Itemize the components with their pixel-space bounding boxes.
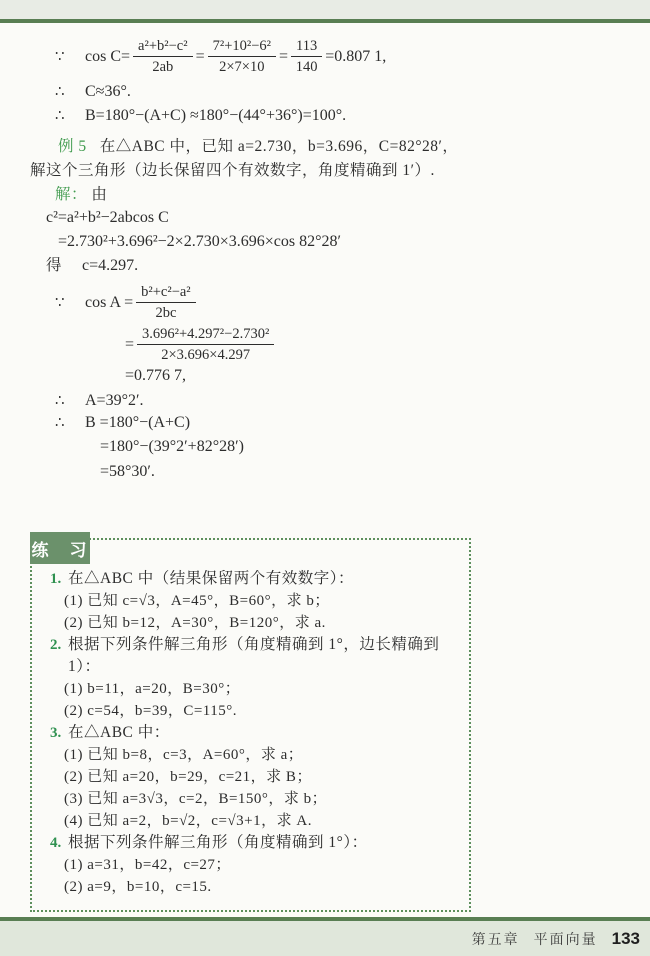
cosA-lead: cos A = [85,293,134,311]
exercise-item-2-sub-2: (2) c=54，b=39，C=115°. [64,703,237,719]
fraction-numerator: b²+c²−a² [136,283,196,303]
footer-section: 平面向量 [533,932,598,948]
exercise-item-4 [50,832,457,854]
solve-label: 解： [55,186,88,203]
cosC-result: =0.807 1, [325,47,387,65]
solve-lead: 由 [91,186,108,203]
step-cosA-row [55,283,622,322]
example5-label: 例 5 [58,138,87,155]
example5-intro-line2 [30,159,622,183]
because-symbol: ∵ [55,48,65,65]
step-angleA-row [55,390,622,412]
example5-problem-text: 在△ABC 中，已知 a=2.730，b=3.696，C=82°28′， [99,138,459,155]
fraction-numerator: a²+b²−c² [133,37,193,57]
therefore-symbol: ∴ [55,84,65,100]
item-text: 在△ABC 中： [68,724,170,741]
fraction-numerator: 3.696²+4.297²−2.730² [137,325,274,345]
derivation-line-angleB [55,105,622,127]
exercise-item-2-sub-1: (1) b=11，a=20，B=30°； [64,681,241,697]
footer-band [0,921,650,956]
exercise-tab: 练 习 [30,532,90,564]
fraction-numerator: 113 [291,37,322,57]
therefore-symbol: ∴ [55,393,65,409]
item-number: 2. [50,637,62,653]
footer-page-number: 133 [611,928,640,948]
item-text: 根据下列条件解三角形（角度精确到 1°，边长精确到 1）： [68,636,440,675]
step-c-squared-substitution: =2.730²+3.696²−2×2.730×3.696×cos 82°28′ [58,233,341,250]
exercise-item-1-sub-2: (2) 已知 b=12，A=30°，B=120°，求 a. [64,615,326,631]
exercise-item-3-sub-2: (2) 已知 a=20，b=29，c=21，求 B； [64,769,312,785]
fraction-denominator: 2bc [155,305,177,321]
step-angleB-substitution: =180°−(39°2′+82°28′) [100,438,244,455]
fraction-denominator: 2×3.696×4.297 [161,347,251,363]
angleB-value: B=180°−(A+C) ≈180°−(44°+36°)=100°. [85,107,347,124]
fraction-substituted [208,37,276,76]
fraction-denominator: 140 [295,59,318,75]
item-number: 3. [50,725,62,741]
angleC-value: C≈36°. [85,83,131,100]
obtain-label: 得 [46,257,63,274]
step-cosA-value: =0.776 7, [125,367,187,384]
item-text: 根据下列条件解三角形（角度精确到 1°）： [68,834,368,851]
derivation-line-cosC [55,37,622,76]
page-footer [0,917,650,956]
therefore-symbol: ∴ [55,415,65,431]
page-content [0,37,650,912]
item-text: 在△ABC 中（结果保留两个有效数字）： [68,570,354,587]
step-c-result-row [46,254,622,278]
cosC-lead: cos C= [85,47,131,65]
fraction-cosA-rule [136,283,196,322]
exercise-item-3-sub-3: (3) 已知 a=3√3，c=2，B=150°，求 b； [64,791,328,807]
equals-sign: = [279,47,289,65]
item-number: 1. [50,571,62,587]
example5-intro-line1 [58,135,622,159]
exercise-item-1 [50,568,457,590]
exercise-item-3 [50,722,457,744]
example5-problem-text-cont: 解这个三角形（边长保留四个有效数字，角度精确到 1′）. [30,162,435,179]
step-c-squared-formula: c²=a²+b²−2abcos C [46,209,169,226]
exercise-item-2 [50,634,457,678]
item-number: 4. [50,835,62,851]
page-top-band [0,0,650,19]
fraction-numerator: 7²+10²−6² [208,37,276,57]
exercise-item-1-sub-1: (1) 已知 c=√3，A=45°，B=60°，求 b； [64,593,330,609]
fraction-113-140 [291,37,322,76]
derivation-line-angleC [55,81,622,103]
fraction-cosA-substituted [137,325,274,364]
therefore-symbol: ∴ [55,108,65,124]
exercise-item-4-sub-1: (1) a=31，b=42，c=27； [64,857,231,873]
fraction-denominator: 2×7×10 [219,59,265,75]
equals-sign: = [195,47,205,65]
exercise-item-3-sub-1: (1) 已知 b=8，c=3，A=60°，求 a； [64,747,304,763]
step-angleB-result: =58°30′. [100,463,155,480]
exercise-box [30,538,471,912]
step-angleB-row [55,412,622,434]
equals-sign: = [125,335,135,353]
c-result: c=4.297. [82,257,139,274]
exercise-item-3-sub-4: (4) 已知 a=2，b=√2，c=√3+1，求 A. [64,813,312,829]
because-symbol: ∵ [55,294,65,311]
footer-chapter: 第五章 [471,932,520,948]
angleB-formula: B =180°−(A+C) [85,414,191,431]
solution-start-row [55,183,622,206]
angleA-value: A=39°2′. [85,392,144,409]
exercise-item-4-sub-2: (2) a=9，b=10，c=15. [64,879,212,895]
fraction-denominator: 2ab [152,59,174,75]
fraction-cosine-rule [133,37,193,76]
top-rule [0,19,650,23]
step-cosA-substitution-row [125,325,622,364]
